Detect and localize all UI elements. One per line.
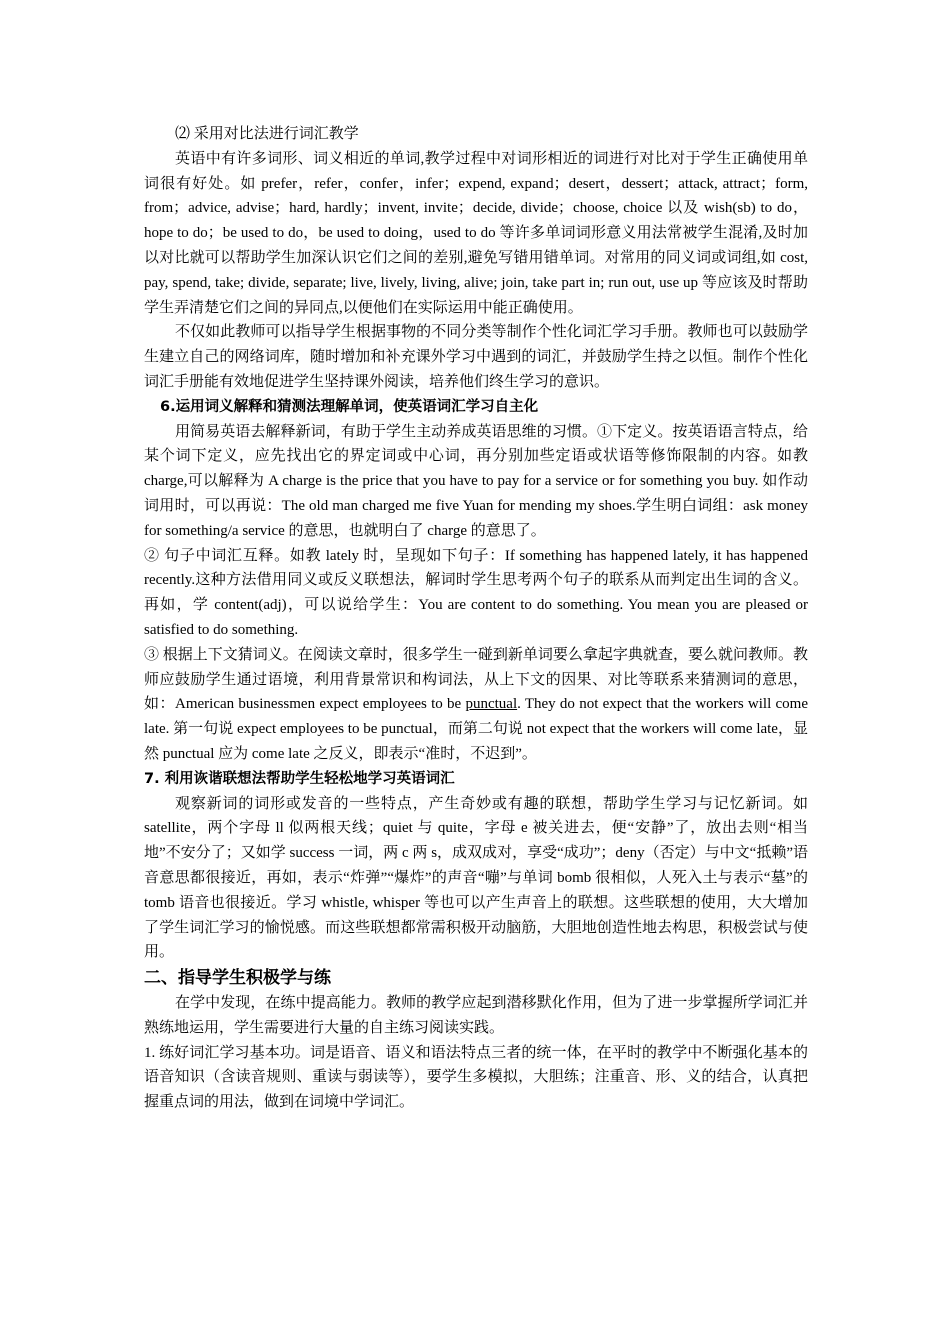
paragraph-contrast-words: 英语中有许多词形、词义相近的单词,教学过程中对词形相近的词进行对比对于学生正确使用单词很有好处。如 prefer，refer，confer，infer；expend, expand；desert，dessert；attack, attract；form, from；advice, advise；hard, hardly；invent, invite；decide, divide；choose, choice 以及 wish(sb) to do，hope to do；be used to do，be used to doing，used to do 等许多单词词形意义用法常被学生混淆,及时加以对比就可以帮助学生加深认识它们之间的差别,避免写错用错单词。对常用的同义词或词组,如 cost, pay, spend, take; divide, separate; live, lively, living, alive; join, take part in; run out, use up 等应该及时帮助学生弄清楚它们之间的异同点,以便他们在实际运用中能正确使用。 <box>144 150 808 316</box>
context-text-part2: . They do not expect that the workers will come late. 第一句说 expect employees to be punctual，而第二句说 not expect that the workers will come late，显然 punctual 应为 come late 之反义，即表示“准时，不迟到”。 <box>144 696 808 762</box>
paragraph-definition: 用简易英语去解释新词，有助于学生主动养成英语思维的习惯。①下定义。按英语语言特点，给某个词下定义，应先找出它的界定词或中心词，再分别加些定语或状语等修饰限制的内容。如教 charge,可以解释为 A charge is the price that you have to pay for a service or for something you buy. 如作动词用时，可以再说：The old man charged me five Yuan for mending my shoes.学生明白词组：ask money for something/a service 的意思，也就明白了 charge 的意思了。 <box>144 423 808 539</box>
paragraph-association: 观察新词的词形或发音的一些特点，产生奇妙或有趣的联想，帮助学生学习与记忆新词。如 satellite，两个字母 ll 似两根天线；quiet 与 quite，字母 e 被关进去，便“安静”了，放出去则“相当地”不安分了；又如学 success 一词，两 c 两 s，成双成对，享受“成功”；deny（否定）与中文“抵赖”语音意思都很接近，再如，表示“炸弹”“爆炸”的声音“嘣”与单词 bomb 很相似，人死入土与表示“墓”的 tomb 语音也很接近。学习 whistle, whisper 等也可以产生声音上的联想。这些联想的使用，大大增加了学生词汇学习的愉悦感。而这些联想都常需积极开动脑筋，大胆地创造性地去构思，积极尝试与使用。 <box>144 795 808 961</box>
paragraph-basic-skills: 1. 练好词汇学习基本功。词是语音、语义和语法特点三者的统一体，在平时的教学中不断强化基本的语音知识（含读音规则、重读与弱读等），要学生多模拟，大胆练；注重音、形、义的结合，认真把握重点词的用法，做到在词境中学词汇。 <box>144 1044 808 1111</box>
context-text-part1: ③ 根据上下文猜词义。在阅读文章时，很多学生一碰到新单词要么拿起字典就查，要么就问教师。教师应鼓励学生通过语境，利用背景常识和构词法，从上下文的因果、对比等联系来猜测词的意思，如：American businessmen expect employees to be <box>144 646 808 713</box>
document-body <box>144 122 808 1115</box>
section-heading-2: 二、指导学生积极学与练 <box>144 968 331 989</box>
heading-7-humor-association: 7. 利用诙谐联想法帮助学生轻松地学习英语词汇 <box>144 770 455 787</box>
paragraph-context-guessing <box>144 643 808 767</box>
heading-6-word-explanation: 6.运用词义解释和猜测法理解单词，使英语词汇学习自主化 <box>160 398 539 415</box>
section-heading-contrast-method: ⑵ 采用对比法进行词汇教学 <box>175 126 359 142</box>
underlined-word-punctual: punctual <box>465 696 518 713</box>
paragraph-sentence-explanation: ② 句子中词汇互释。如教 lately 时，呈现如下句子：If something has happened lately, it has happened recently.这种方法借用同义或反义联想法，解词时学生思考两个句子的联系从而判定出生词的含义。再如，学 content(adj)，可以说给学生：You are content to do something. You mean you are pleased or satisfied to do something. <box>144 547 808 638</box>
paragraph-vocabulary-handbook: 不仅如此教师可以指导学生根据事物的不同分类等制作个性化词汇学习手册。教师也可以鼓励学生建立自己的网络词库，随时增加和补充课外学习中遇到的词汇，并鼓励学生持之以恒。制作个性化词汇手册能有效地促进学生坚持课外阅读，培养他们终生学习的意识。 <box>144 324 808 390</box>
paragraph-practice: 在学中发现，在练中提高能力。教师的教学应起到潜移默化作用，但为了进一步掌握所学词汇并熟练地运用，学生需要进行大量的自主练习阅读实践。 <box>144 995 808 1036</box>
